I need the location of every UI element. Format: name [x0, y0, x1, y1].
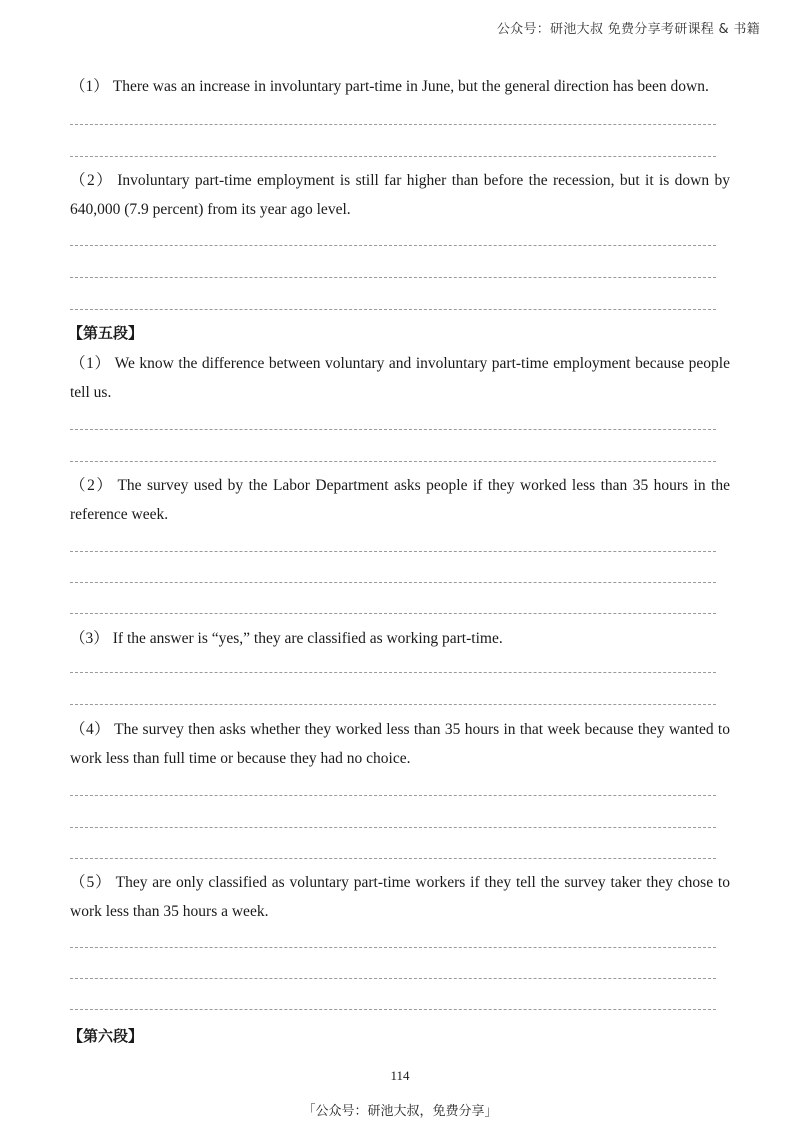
answer-line[interactable] — [70, 704, 716, 705]
answer-line[interactable] — [70, 613, 716, 614]
item-number: （2） — [70, 477, 114, 494]
answer-line[interactable] — [70, 124, 716, 125]
item-number: （3） — [70, 630, 109, 647]
answer-line[interactable] — [70, 551, 716, 552]
item-number: （4） — [70, 721, 111, 738]
sentence-item — [70, 72, 730, 101]
item-number: （2） — [70, 172, 114, 189]
item-text: There was an increase in involuntary part-time in June, but the general direction has been down. — [112, 78, 709, 95]
answer-line[interactable] — [70, 858, 716, 859]
page-header: 公众号：研池大叔 免费分享考研课程 & 书籍 — [496, 22, 760, 37]
sentence-item — [70, 868, 730, 926]
answer-line[interactable] — [70, 277, 716, 278]
section-heading: 【第五段】 — [68, 324, 144, 342]
item-text: The survey then asks whether they worked less than 35 hours in that week because they wanted to work less than full time or because they had no choice. — [70, 721, 730, 767]
answer-line[interactable] — [70, 978, 716, 979]
answer-line[interactable] — [70, 429, 716, 430]
sentence-item — [70, 349, 730, 407]
sentence-item — [70, 715, 730, 773]
item-number: （1） — [70, 355, 111, 372]
sentence-item — [70, 166, 730, 224]
sentence-item — [70, 471, 730, 529]
item-number: （1） — [70, 78, 109, 95]
answer-line[interactable] — [70, 1009, 716, 1010]
item-text: If the answer is “yes,” they are classified as working part-time. — [112, 630, 503, 647]
answer-line[interactable] — [70, 827, 716, 828]
section-heading: 【第六段】 — [68, 1027, 144, 1045]
item-text: The survey used by the Labor Department asks people if they worked less than 35 hours in the reference week. — [70, 477, 730, 523]
answer-line[interactable] — [70, 795, 716, 796]
item-text: They are only classified as voluntary part-time workers if they tell the survey taker they chose to work less than 35 hours a week. — [70, 874, 730, 920]
answer-line[interactable] — [70, 461, 716, 462]
answer-line[interactable] — [70, 309, 716, 310]
page-number: 114 — [390, 1068, 410, 1083]
answer-line[interactable] — [70, 156, 716, 157]
answer-line[interactable] — [70, 672, 716, 673]
item-number: （5） — [70, 874, 112, 891]
item-text: We know the difference between voluntary and involuntary part-time employment because people tell us. — [70, 355, 730, 401]
answer-line[interactable] — [70, 245, 716, 246]
answer-line[interactable] — [70, 582, 716, 583]
item-text: Involuntary part-time employment is still far higher than before the recession, but it is down by 640,000 (7.9 percent) from its year ago level. — [70, 172, 730, 218]
sentence-item — [70, 624, 730, 653]
answer-line[interactable] — [70, 947, 716, 948]
page-footer: 「公众号：研池大叔，免费分享」 — [302, 1104, 498, 1119]
